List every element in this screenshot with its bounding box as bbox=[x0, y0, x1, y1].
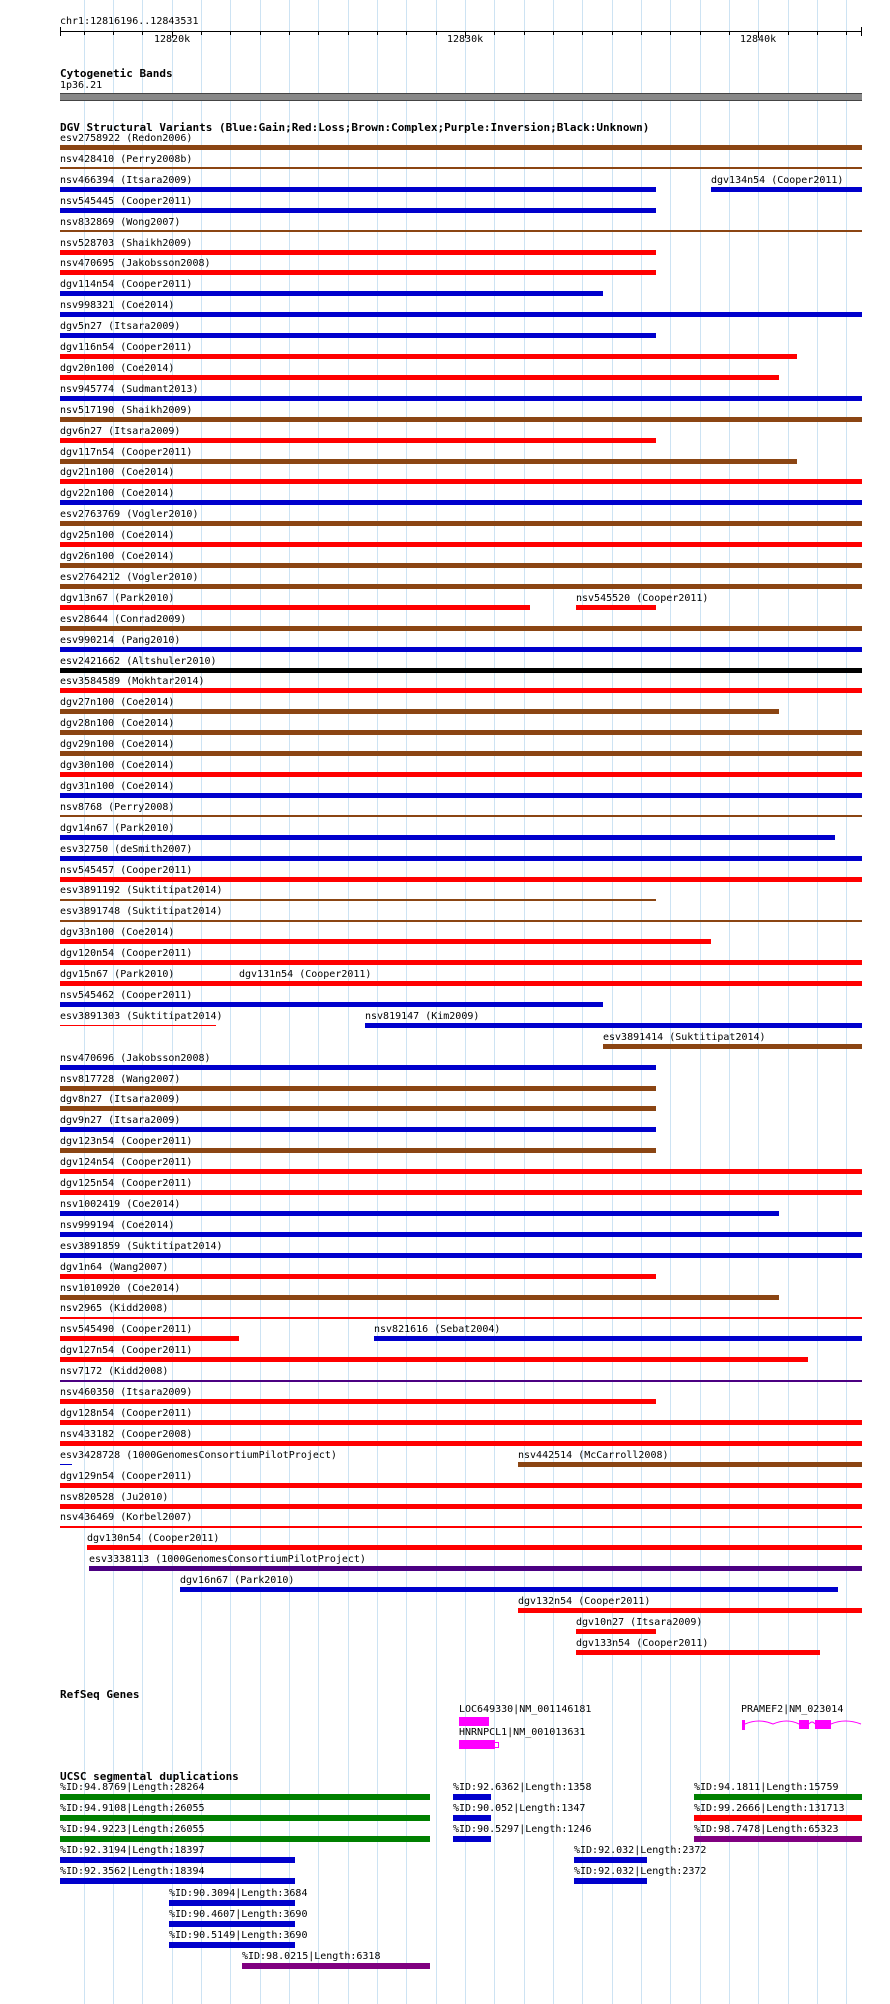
variant-bar[interactable] bbox=[60, 375, 779, 380]
ruler-minor-tick bbox=[230, 31, 231, 35]
variant-label: dgv8n27 (Itsara2009) bbox=[60, 1094, 181, 1105]
segdup-bar[interactable] bbox=[169, 1942, 295, 1948]
variant-bar[interactable] bbox=[60, 521, 862, 526]
variant-label: dgv127n54 (Cooper2011) bbox=[60, 1345, 193, 1356]
variant-label: nsv466394 (Itsara2009) bbox=[60, 175, 193, 186]
segdup-bar[interactable] bbox=[694, 1836, 862, 1842]
gene-feature[interactable] bbox=[459, 1740, 495, 1749]
variant-bar[interactable] bbox=[60, 270, 656, 275]
variant-label: dgv130n54 (Cooper2011) bbox=[87, 1533, 220, 1544]
variant-label: esv990214 (Pang2010) bbox=[60, 635, 181, 646]
variant-bar[interactable] bbox=[180, 1587, 838, 1592]
cyto-band-label: 1p36.21 bbox=[60, 80, 103, 91]
variant-bar[interactable] bbox=[60, 647, 862, 652]
variant-label: dgv15n67 (Park2010) bbox=[60, 969, 175, 980]
ruler-minor-tick bbox=[582, 31, 583, 35]
gene-label: PRAMEF2|NM_023014 bbox=[741, 1704, 844, 1715]
gridline bbox=[612, 0, 613, 2004]
variant-label: esv3891859 (Suktitipat2014) bbox=[60, 1241, 223, 1252]
variant-label: dgv117n54 (Cooper2011) bbox=[60, 447, 193, 458]
variant-label: dgv123n54 (Cooper2011) bbox=[60, 1136, 193, 1147]
segdup-label: %ID:98.0215|Length:6318 bbox=[242, 1951, 381, 1962]
variant-bar[interactable] bbox=[60, 1002, 603, 1007]
segdup-bar[interactable] bbox=[242, 1963, 430, 1969]
variant-label: dgv120n54 (Cooper2011) bbox=[60, 948, 193, 959]
variant-bar[interactable] bbox=[60, 1211, 779, 1216]
variant-bar[interactable] bbox=[60, 396, 862, 401]
variant-bar[interactable] bbox=[60, 230, 862, 232]
cyto-track-title: Cytogenetic Bands bbox=[60, 67, 173, 80]
segdup-label: %ID:90.5297|Length:1246 bbox=[453, 1824, 592, 1835]
variant-bar[interactable] bbox=[89, 1566, 862, 1571]
ruler-minor-tick bbox=[729, 31, 730, 35]
variant-bar[interactable] bbox=[60, 793, 862, 798]
variant-bar[interactable] bbox=[60, 1232, 862, 1237]
variant-bar[interactable] bbox=[60, 1399, 656, 1404]
gridline bbox=[846, 0, 847, 2004]
variant-label: nsv817728 (Wang2007) bbox=[60, 1074, 181, 1085]
variant-label: esv3338113 (1000GenomesConsortiumPilotProject) bbox=[89, 1554, 366, 1565]
ruler-minor-tick bbox=[553, 31, 554, 35]
segdup-label: %ID:92.3562|Length:18394 bbox=[60, 1866, 205, 1877]
gene-exon bbox=[799, 1720, 809, 1729]
segdup-label: %ID:98.7478|Length:65323 bbox=[694, 1824, 839, 1835]
variant-label: nsv545457 (Cooper2011) bbox=[60, 865, 193, 876]
segdup-bar[interactable] bbox=[453, 1836, 491, 1842]
gene-intron bbox=[831, 1721, 861, 1724]
variant-bar[interactable] bbox=[60, 312, 862, 317]
ruler-minor-tick bbox=[289, 31, 290, 35]
variant-label: nsv436469 (Korbel2007) bbox=[60, 1512, 193, 1523]
variant-bar[interactable] bbox=[239, 981, 862, 986]
variant-bar[interactable] bbox=[60, 1464, 72, 1465]
variant-label: nsv820528 (Ju2010) bbox=[60, 1492, 169, 1503]
variant-bar[interactable] bbox=[60, 1086, 656, 1091]
variant-label: dgv9n27 (Itsara2009) bbox=[60, 1115, 181, 1126]
variant-bar[interactable] bbox=[60, 1253, 862, 1258]
ruler-end-right bbox=[861, 27, 862, 36]
variant-label: esv3891303 (Suktitipat2014) bbox=[60, 1011, 223, 1022]
ruler-minor-tick bbox=[201, 31, 202, 35]
segdup-label: %ID:90.4607|Length:3690 bbox=[169, 1909, 308, 1920]
variant-bar[interactable] bbox=[60, 167, 862, 169]
variant-label: nsv8768 (Perry2008) bbox=[60, 802, 175, 813]
segdup-bar[interactable] bbox=[169, 1921, 295, 1927]
variant-label: nsv2965 (Kidd2008) bbox=[60, 1303, 169, 1314]
variant-bar[interactable] bbox=[60, 479, 862, 484]
cyto-band-bar[interactable] bbox=[60, 93, 862, 101]
variant-bar[interactable] bbox=[60, 835, 835, 840]
variant-label: dgv124n54 (Cooper2011) bbox=[60, 1157, 193, 1168]
variant-bar[interactable] bbox=[603, 1044, 862, 1049]
variant-label: dgv129n54 (Cooper2011) bbox=[60, 1471, 193, 1482]
variant-label: dgv125n54 (Cooper2011) bbox=[60, 1178, 193, 1189]
ruler-minor-tick bbox=[436, 31, 437, 35]
variant-bar[interactable] bbox=[518, 1462, 862, 1467]
variant-bar[interactable] bbox=[60, 751, 862, 756]
segdup-label: %ID:92.3194|Length:18397 bbox=[60, 1845, 205, 1856]
variant-bar[interactable] bbox=[576, 605, 656, 610]
variant-bar[interactable] bbox=[60, 626, 862, 631]
ruler-axis bbox=[60, 31, 862, 32]
variant-bar[interactable] bbox=[60, 500, 862, 505]
gene-intron bbox=[745, 1721, 799, 1724]
variant-label: esv2764212 (Vogler2010) bbox=[60, 572, 199, 583]
variant-label: nsv998321 (Coe2014) bbox=[60, 300, 175, 311]
segdup-label: %ID:90.5149|Length:3690 bbox=[169, 1930, 308, 1941]
gene-label: HNRNPCL1|NM_001013631 bbox=[459, 1727, 586, 1738]
variant-bar[interactable] bbox=[60, 981, 239, 986]
variant-label: dgv114n54 (Cooper2011) bbox=[60, 279, 193, 290]
variant-bar[interactable] bbox=[60, 730, 862, 735]
segdup-bar[interactable] bbox=[60, 1815, 430, 1821]
segdup-bar[interactable] bbox=[169, 1900, 295, 1906]
ruler-minor-tick bbox=[142, 31, 143, 35]
segdup-label: %ID:99.2666|Length:131713 bbox=[694, 1803, 845, 1814]
variant-bar[interactable] bbox=[60, 1441, 862, 1446]
variant-label: dgv6n27 (Itsara2009) bbox=[60, 426, 181, 437]
variant-label: dgv30n100 (Coe2014) bbox=[60, 760, 175, 771]
variant-bar[interactable] bbox=[60, 1065, 656, 1070]
variant-label: dgv131n54 (Cooper2011) bbox=[239, 969, 372, 980]
variant-label: nsv1010920 (Coe2014) bbox=[60, 1283, 181, 1294]
segdup-track-title: UCSC segmental duplications bbox=[60, 1770, 239, 1783]
gridline bbox=[670, 0, 671, 2004]
variant-label: esv3891748 (Suktitipat2014) bbox=[60, 906, 223, 917]
variant-bar[interactable] bbox=[60, 438, 656, 443]
variant-label: dgv25n100 (Coe2014) bbox=[60, 530, 175, 541]
segdup-label: %ID:94.9108|Length:26055 bbox=[60, 1803, 205, 1814]
gene-exon bbox=[742, 1720, 745, 1730]
variant-label: esv3428728 (1000GenomesConsortiumPilotProject) bbox=[60, 1450, 337, 1461]
variant-bar[interactable] bbox=[60, 145, 862, 150]
variant-bar[interactable] bbox=[87, 1545, 862, 1550]
ruler-minor-tick bbox=[494, 31, 495, 35]
variant-bar[interactable] bbox=[60, 1127, 656, 1132]
segdup-label: %ID:94.1811|Length:15759 bbox=[694, 1782, 839, 1793]
variant-bar[interactable] bbox=[60, 856, 862, 861]
segdup-bar[interactable] bbox=[60, 1878, 295, 1884]
variant-label: dgv26n100 (Coe2014) bbox=[60, 551, 175, 562]
ruler-tick-label: 12840k bbox=[740, 34, 777, 45]
segdup-label: %ID:92.6362|Length:1358 bbox=[453, 1782, 592, 1793]
ruler-tick-label: 12830k bbox=[447, 34, 484, 45]
variant-label: nsv545445 (Cooper2011) bbox=[60, 196, 193, 207]
variant-label: nsv442514 (McCarroll2008) bbox=[518, 1450, 669, 1461]
variant-label: esv3891192 (Suktitipat2014) bbox=[60, 885, 223, 896]
ruler-minor-tick bbox=[846, 31, 847, 35]
segdup-label: %ID:94.8769|Length:28264 bbox=[60, 1782, 205, 1793]
variant-bar[interactable] bbox=[576, 1629, 656, 1634]
segdup-label: %ID:92.032|Length:2372 bbox=[574, 1866, 707, 1877]
variant-label: dgv29n100 (Coe2014) bbox=[60, 739, 175, 750]
variant-bar[interactable] bbox=[60, 1483, 862, 1488]
variant-bar[interactable] bbox=[60, 208, 656, 213]
variant-label: dgv116n54 (Cooper2011) bbox=[60, 342, 193, 353]
variant-bar[interactable] bbox=[60, 1380, 862, 1382]
variant-label: esv2763769 (Vogler2010) bbox=[60, 509, 199, 520]
variant-bar[interactable] bbox=[374, 1336, 862, 1341]
variant-bar[interactable] bbox=[60, 542, 862, 547]
variant-label: nsv545520 (Cooper2011) bbox=[576, 593, 709, 604]
ruler-minor-tick bbox=[524, 31, 525, 35]
variant-label: nsv528703 (Shaikh2009) bbox=[60, 238, 193, 249]
variant-bar[interactable] bbox=[576, 1650, 820, 1655]
variant-bar[interactable] bbox=[60, 187, 656, 192]
variant-bar[interactable] bbox=[60, 899, 656, 901]
variant-label: nsv545490 (Cooper2011) bbox=[60, 1324, 193, 1335]
segdup-label: %ID:90.052|Length:1347 bbox=[453, 1803, 586, 1814]
variant-bar[interactable] bbox=[60, 1504, 862, 1509]
variant-bar[interactable] bbox=[60, 605, 530, 610]
variant-label: nsv832869 (Wong2007) bbox=[60, 217, 181, 228]
refseq-track-title: RefSeq Genes bbox=[60, 1688, 140, 1701]
ruler-minor-tick bbox=[788, 31, 789, 35]
dgv-track-title: DGV Structural Variants (Blue:Gain;Red:Loss;Brown:Complex;Purple:Inversion;Black:Unknown) bbox=[60, 121, 650, 134]
variant-bar[interactable] bbox=[60, 1357, 808, 1362]
variant-label: dgv28n100 (Coe2014) bbox=[60, 718, 175, 729]
gridline bbox=[729, 0, 730, 2004]
segdup-bar[interactable] bbox=[453, 1794, 491, 1800]
ruler-tick-label: 12820k bbox=[154, 34, 191, 45]
ruler-minor-tick bbox=[84, 31, 85, 35]
ruler-minor-tick bbox=[670, 31, 671, 35]
variant-bar[interactable] bbox=[365, 1023, 862, 1028]
segdup-bar[interactable] bbox=[453, 1815, 491, 1821]
variant-bar[interactable] bbox=[60, 668, 862, 673]
variant-bar[interactable] bbox=[60, 709, 779, 714]
variant-label: nsv517190 (Shaikh2009) bbox=[60, 405, 193, 416]
variant-label: esv2758922 (Redon2006) bbox=[60, 133, 193, 144]
variant-label: nsv999194 (Coe2014) bbox=[60, 1220, 175, 1231]
variant-bar[interactable] bbox=[60, 1169, 862, 1174]
segdup-label: %ID:90.3094|Length:3684 bbox=[169, 1888, 308, 1899]
variant-label: dgv1n64 (Wang2007) bbox=[60, 1262, 169, 1273]
ruler-minor-tick bbox=[817, 31, 818, 35]
ruler-end-left bbox=[60, 27, 61, 36]
variant-label: nsv821616 (Sebat2004) bbox=[374, 1324, 501, 1335]
ruler-minor-tick bbox=[113, 31, 114, 35]
variant-bar[interactable] bbox=[60, 563, 862, 568]
segdup-label: %ID:92.032|Length:2372 bbox=[574, 1845, 707, 1856]
segdup-bar[interactable] bbox=[60, 1836, 430, 1842]
variant-bar[interactable] bbox=[60, 960, 862, 965]
variant-label: esv2421662 (Altshuler2010) bbox=[60, 656, 217, 667]
gridline bbox=[641, 0, 642, 2004]
variant-label: nsv470695 (Jakobsson2008) bbox=[60, 258, 211, 269]
segdup-bar[interactable] bbox=[60, 1794, 430, 1800]
variant-label: dgv20n100 (Coe2014) bbox=[60, 363, 175, 374]
segdup-label: %ID:94.9223|Length:26055 bbox=[60, 1824, 205, 1835]
pramef2-gene-model[interactable] bbox=[741, 1710, 862, 1736]
gene-intron bbox=[809, 1722, 815, 1724]
gridline bbox=[700, 0, 701, 2004]
ruler-minor-tick bbox=[700, 31, 701, 35]
locus-label: chr1:12816196..12843531 bbox=[60, 16, 199, 27]
variant-label: nsv945774 (Sudmant2013) bbox=[60, 384, 199, 395]
gene-label: LOC649330|NM_001146181 bbox=[459, 1704, 592, 1715]
variant-bar[interactable] bbox=[518, 1608, 862, 1613]
variant-label: dgv27n100 (Coe2014) bbox=[60, 697, 175, 708]
variant-bar[interactable] bbox=[60, 877, 862, 882]
ruler-minor-tick bbox=[406, 31, 407, 35]
variant-label: dgv132n54 (Cooper2011) bbox=[518, 1596, 651, 1607]
segdup-bar[interactable] bbox=[60, 1857, 295, 1863]
variant-bar[interactable] bbox=[60, 920, 862, 922]
variant-bar[interactable] bbox=[60, 250, 656, 255]
variant-bar[interactable] bbox=[60, 584, 862, 589]
variant-label: dgv134n54 (Cooper2011) bbox=[711, 175, 844, 186]
segdup-bar[interactable] bbox=[694, 1815, 862, 1821]
variant-bar[interactable] bbox=[60, 291, 603, 296]
variant-bar[interactable] bbox=[60, 417, 862, 422]
variant-label: dgv31n100 (Coe2014) bbox=[60, 781, 175, 792]
variant-bar[interactable] bbox=[60, 815, 862, 817]
ruler-minor-tick bbox=[260, 31, 261, 35]
variant-label: dgv16n67 (Park2010) bbox=[180, 1575, 295, 1586]
variant-label: dgv128n54 (Cooper2011) bbox=[60, 1408, 193, 1419]
variant-bar[interactable] bbox=[60, 939, 711, 944]
variant-label: nsv7172 (Kidd2008) bbox=[60, 1366, 169, 1377]
variant-label: dgv13n67 (Park2010) bbox=[60, 593, 175, 604]
variant-label: esv3891414 (Suktitipat2014) bbox=[603, 1032, 766, 1043]
ruler-minor-tick bbox=[377, 31, 378, 35]
variant-label: dgv21n100 (Coe2014) bbox=[60, 467, 175, 478]
variant-bar[interactable] bbox=[60, 333, 656, 338]
variant-bar[interactable] bbox=[60, 1317, 862, 1319]
gene-intron bbox=[495, 1742, 499, 1748]
variant-label: dgv33n100 (Coe2014) bbox=[60, 927, 175, 938]
variant-bar[interactable] bbox=[60, 459, 797, 464]
variant-label: dgv22n100 (Coe2014) bbox=[60, 488, 175, 499]
segdup-bar[interactable] bbox=[574, 1857, 647, 1863]
variant-bar[interactable] bbox=[60, 1025, 216, 1026]
variant-bar[interactable] bbox=[60, 1274, 656, 1279]
variant-label: nsv545462 (Cooper2011) bbox=[60, 990, 193, 1001]
variant-label: esv28644 (Conrad2009) bbox=[60, 614, 187, 625]
gene-exon bbox=[815, 1720, 831, 1729]
variant-bar[interactable] bbox=[711, 187, 862, 192]
variant-label: nsv433182 (Cooper2008) bbox=[60, 1429, 193, 1440]
segdup-bar[interactable] bbox=[574, 1878, 647, 1884]
ruler-minor-tick bbox=[318, 31, 319, 35]
variant-label: nsv1002419 (Coe2014) bbox=[60, 1199, 181, 1210]
ruler-minor-tick bbox=[348, 31, 349, 35]
variant-label: dgv10n27 (Itsara2009) bbox=[576, 1617, 703, 1628]
variant-bar[interactable] bbox=[60, 688, 862, 693]
variant-label: nsv428410 (Perry2008b) bbox=[60, 154, 193, 165]
variant-label: dgv133n54 (Cooper2011) bbox=[576, 1638, 709, 1649]
variant-bar[interactable] bbox=[60, 1526, 862, 1528]
variant-label: nsv460350 (Itsara2009) bbox=[60, 1387, 193, 1398]
variant-label: esv3584589 (Mokhtar2014) bbox=[60, 676, 205, 687]
variant-label: nsv470696 (Jakobsson2008) bbox=[60, 1053, 211, 1064]
variant-label: dgv5n27 (Itsara2009) bbox=[60, 321, 181, 332]
variant-bar[interactable] bbox=[60, 1295, 779, 1300]
variant-bar[interactable] bbox=[60, 1148, 656, 1153]
variant-bar[interactable] bbox=[60, 1190, 862, 1195]
ruler-minor-tick bbox=[612, 31, 613, 35]
gene-feature[interactable] bbox=[459, 1717, 489, 1726]
variant-bar[interactable] bbox=[60, 354, 797, 359]
variant-bar[interactable] bbox=[60, 1336, 239, 1341]
variant-bar[interactable] bbox=[60, 1106, 656, 1111]
ruler-minor-tick bbox=[641, 31, 642, 35]
variant-label: nsv819147 (Kim2009) bbox=[365, 1011, 480, 1022]
variant-label: dgv14n67 (Park2010) bbox=[60, 823, 175, 834]
variant-label: esv32750 (deSmith2007) bbox=[60, 844, 193, 855]
variant-bar[interactable] bbox=[60, 772, 862, 777]
variant-bar[interactable] bbox=[60, 1420, 862, 1425]
segdup-bar[interactable] bbox=[694, 1794, 862, 1800]
